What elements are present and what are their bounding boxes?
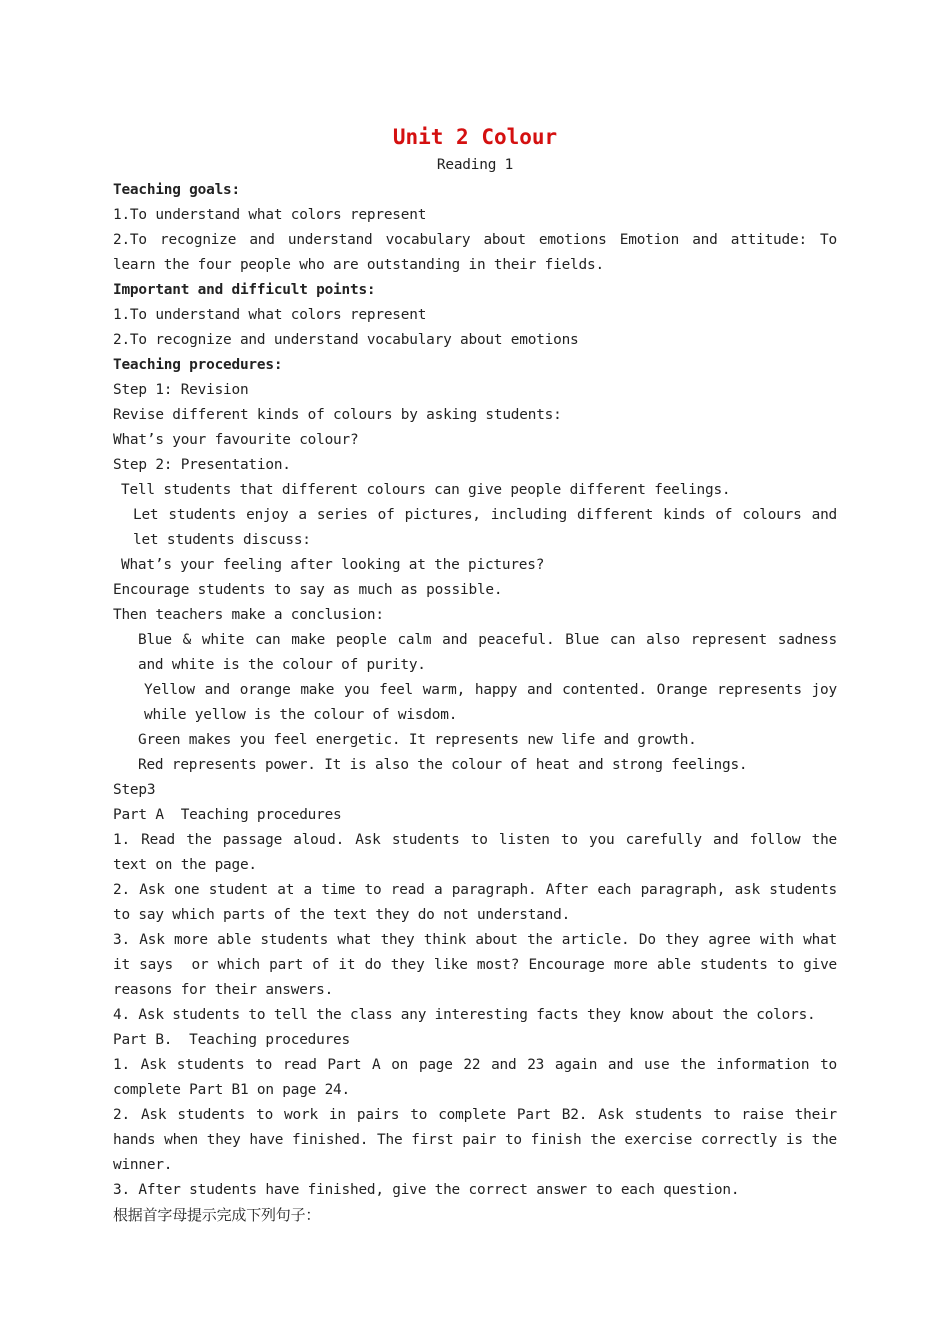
goal-2: 2.To recognize and understand vocabulary about emotions Emotion and attitude: To learn the four people who are outstanding in their fields. xyxy=(113,232,846,273)
exercise-prompt: 根据首字母提示完成下列句子： xyxy=(113,1206,321,1224)
document-page xyxy=(113,121,846,1228)
part-a-item-2: 2. Ask one student at a time to read a paragraph. After each paragraph, ask students to say which parts of the text they do not understand. xyxy=(113,882,846,923)
step1-question: What’s your favourite colour? xyxy=(113,432,359,448)
step2-question: What’s your feeling after looking at the pictures? xyxy=(121,557,545,573)
step2-paragraph-1: Tell students that different colours can give people different feelings. xyxy=(121,482,731,498)
part-a-item-1: 1. Read the passage aloud. Ask students to listen to you carefully and follow the text on the page. xyxy=(113,832,846,873)
part-b-item-2: 2. Ask students to work in pairs to complete Part B2. Ask students to raise their hands when they have finished. The first pair to finish the exercise correctly is the winner. xyxy=(113,1107,846,1173)
part-a-title: Part A Teaching procedures xyxy=(113,807,342,823)
part-b-title: Part B. Teaching procedures xyxy=(113,1032,350,1048)
point-1: 1.To understand what colors represent xyxy=(113,307,427,323)
part-a-item-4: 4. Ask students to tell the class any interesting facts they know about the colors. xyxy=(113,1007,816,1023)
step1-title: Step 1: Revision xyxy=(113,382,249,398)
teaching-procedures-heading: Teaching procedures: xyxy=(113,357,283,373)
goal-1: 1.To understand what colors represent xyxy=(113,207,427,223)
step3-title: Step3 xyxy=(113,782,156,798)
conclusion-green: Green makes you feel energetic. It represents new life and growth. xyxy=(138,732,697,748)
step2-paragraph-2: Let students enjoy a series of pictures, including different kinds of colours and let students discuss: xyxy=(133,507,846,548)
teaching-goals-heading: Teaching goals: xyxy=(113,182,240,198)
step1-text: Revise different kinds of colours by asking students: xyxy=(113,407,562,423)
part-b-item-3: 3. After students have finished, give the correct answer to each question. xyxy=(113,1182,740,1198)
important-points-heading: Important and difficult points: xyxy=(113,282,376,298)
step2-conclusion-intro: Then teachers make a conclusion: xyxy=(113,607,384,623)
part-a-item-3: 3. Ask more able students what they think about the article. Do they agree with what it says or which part of it do they like most? Encourage more able students to give reasons for their answers. xyxy=(113,932,846,998)
step2-encourage: Encourage students to say as much as possible. xyxy=(113,582,503,598)
part-b-item-1: 1. Ask students to read Part A on page 22 and 23 again and use the information to complete Part B1 on page 24. xyxy=(113,1057,846,1098)
conclusion-blue: Blue & white can make people calm and peaceful. Blue can also represent sadness and white is the colour of purity. xyxy=(138,632,846,673)
conclusion-yellow: Yellow and orange make you feel warm, happy and contented. Orange represents joy while yellow is the colour of wisdom. xyxy=(144,682,846,723)
conclusion-red: Red represents power. It is also the colour of heat and strong feelings. xyxy=(138,757,748,773)
document-subtitle: Reading 1 xyxy=(436,157,514,173)
document-title: Unit 2 Colour xyxy=(392,125,558,149)
point-2: 2.To recognize and understand vocabulary about emotions xyxy=(113,332,579,348)
step2-title: Step 2: Presentation. xyxy=(113,457,291,473)
